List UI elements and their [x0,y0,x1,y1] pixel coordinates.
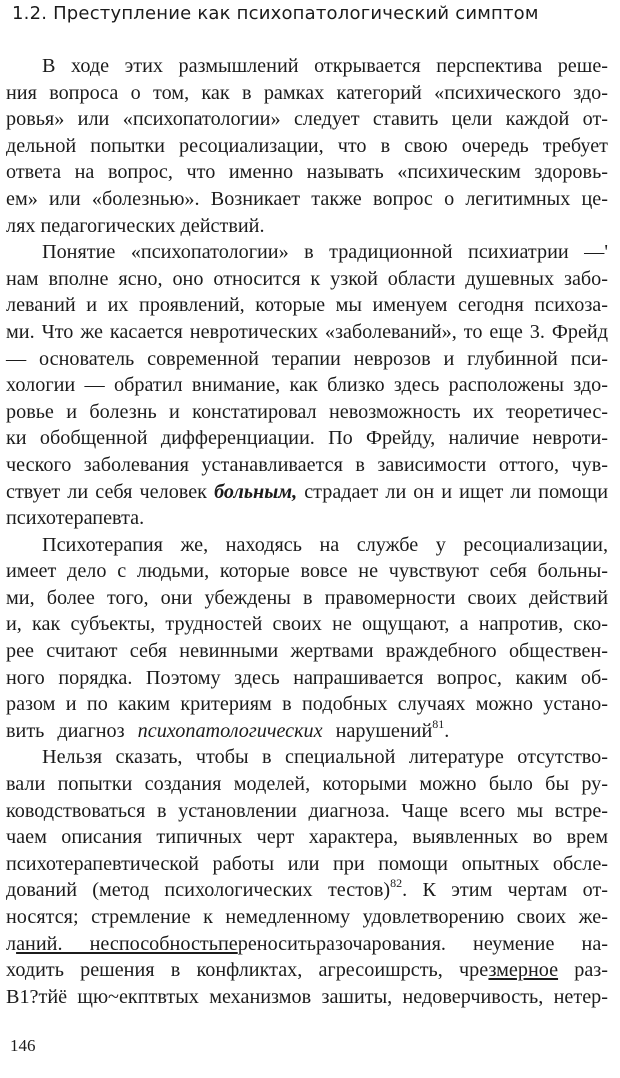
paragraph [6,532,608,745]
text-run: ходить решения в конфликтах, агресоишрсть, чре [6,959,489,982]
emphasized-word: больным, [214,480,298,503]
text-line: — основатель современной терапии неврозов и глубинной пси- [6,347,608,370]
text-line: леваний и их проявлений, которые мы именуем сегодня психоза- [6,294,608,317]
paragraph [6,239,608,532]
text-run: ствует ли себя человек [6,480,215,503]
text-line: лях педагогических действий. [6,214,265,237]
text-run: вить диагноз [6,719,138,742]
paragraph [6,53,608,239]
text-line: ческого заболевания устанавливается в зависимости оттого, чув- [6,453,608,476]
footnote-marker[interactable]: 81 [432,716,445,731]
text-line: ного порядка. Поэтому здесь напрашивается вопрос, каким об- [6,666,608,689]
paragraph [6,744,608,1010]
text-run: л [6,932,17,955]
text-line: ководствоваться в установлении диагноза. Чаще всего мы встре- [6,799,608,822]
text-line: ровье и болезнь и констатировал невозможность их теоретичес- [6,400,608,423]
text-line: вали попытки создания моделей, которыми можно было бы ру- [6,773,608,796]
text-run: реноситьразочарования. неумение на- [237,932,608,955]
text-line: ки обобщенной дифференциации. По Фрейду, наличие невроти- [6,427,608,450]
text-run: . [444,719,450,742]
text-line: психотерапевта. [6,507,145,530]
text-line: Понятие «психопатологии» в традиционной психиатрии —' [42,241,608,264]
text-line: ми. Что же касается невротических «заболеваний», то еще 3. Фрейд [6,320,608,343]
text-line: В ходе этих размышлений открывается перспектива реше- [42,55,608,77]
text-line: рее считают себя невинными жертвами враждебного обществен- [6,640,608,663]
text-run: дований (метод психологических тестов) [6,879,391,902]
text-line: ответа на вопрос, что именно называть «психическим здоровь- [6,161,608,184]
text-run: раз- [558,959,608,982]
text-line: психотерапевтической работы или при помощи опытных обсле- [6,852,608,875]
text-line: нам вполне ясно, оно относится к узкой области душевных забо- [6,267,608,290]
text-line: чаем описания типичных черт характера, выявленных во врем [6,826,608,849]
underlined-text: змерное [488,959,559,982]
text-run: страдает ли он и ищет ли помощи [297,480,609,503]
text-run: нарушений [322,719,433,742]
text-line: разом и по каким критериям в подобных случаях можно устано- [6,693,608,716]
page-number: 146 [10,1036,36,1055]
text-line: Нельзя сказать, чтобы в специальной литературе отсутство- [42,746,608,769]
emphasized-word: психопатологических [137,719,323,742]
text-line: Психотерапия же, находясь на службе у ресоциализации, [42,533,608,556]
text-line: и, как субъекты, трудностей своих не ощущают, а напротив, ско- [6,613,608,636]
footnote-marker[interactable]: 82 [390,876,403,891]
running-header: 1.2. Преступление как психопатологический симптом [12,3,539,24]
text-line [6,957,608,984]
text-line: имеет дело с людьми, которые вовсе не чувствуют себя больны- [6,560,608,583]
text-line [6,718,608,745]
text-line: носятся; стремление к немедленному удовлетворению своих же- [6,906,608,928]
underlined-text: аний. неспособностьпе [16,932,238,955]
page-body [6,53,608,1010]
text-line [6,931,608,958]
text-line: ми, более того, они убеждены в правомерности своих действий [6,586,608,609]
text-line [6,479,608,506]
text-line: хологии — обратил внимание, как близко здесь расположены здо- [6,374,608,397]
text-line: ровья» или «психопатологии» следует ставить цели каждой от- [6,108,608,131]
text-line: дельной попытки ресоциализации, что в свою очередь требует [6,134,608,157]
text-line: ем» или «болезнью». Возникает также вопрос о легитимных це- [6,187,608,210]
text-line [6,877,608,904]
text-line: В1?тйё щю~екптвтых механизмов зашиты, недоверчивость, нетер- [6,985,608,1008]
text-run: . К этим чертам от- [402,879,608,902]
text-line: ния вопроса о том, как в рамках категорий «психического здо- [6,81,608,104]
